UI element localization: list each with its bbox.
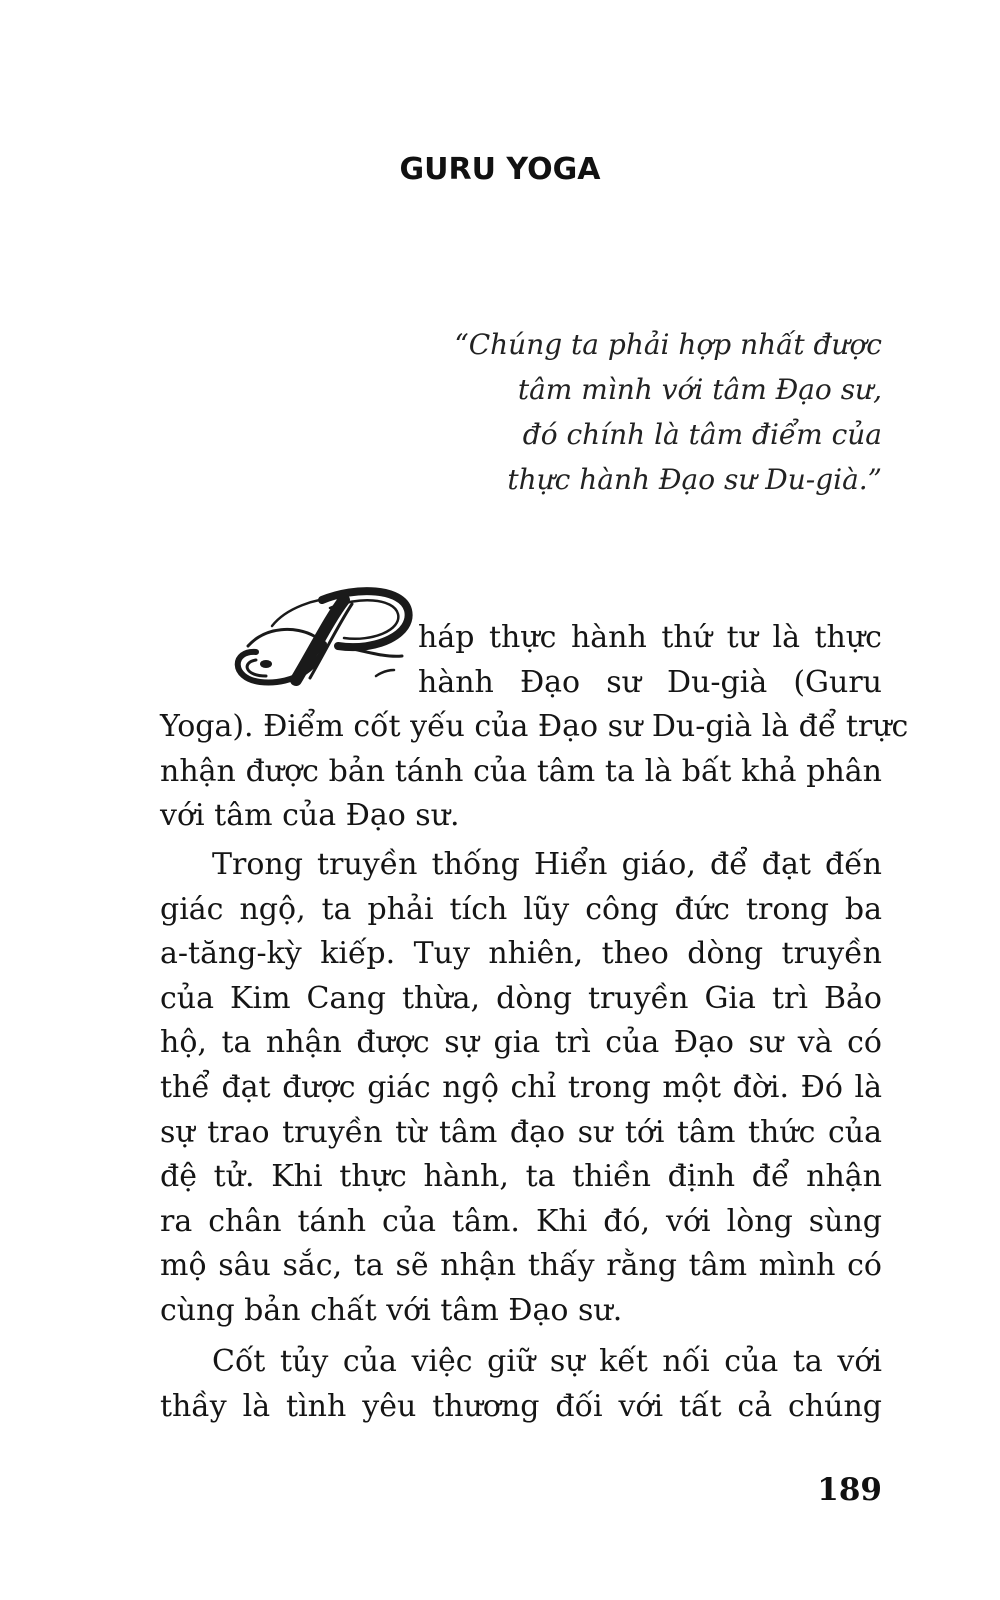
paragraph-line: sự trao truyền từ tâm đạo sư tới tâm thức của — [160, 1114, 882, 1150]
chapter-title: GURU YOGA — [399, 152, 601, 187]
paragraph-3 — [160, 1340, 882, 1429]
paragraph-line: Cốt tủy của việc giữ sự kết nối của ta với — [212, 1344, 882, 1379]
paragraph-line: hộ, ta nhận được sự gia trì của Đạo sư và có — [160, 1025, 882, 1061]
paragraph-line: đệ tử. Khi thực hành, ta thiền định để nhận — [160, 1159, 882, 1195]
paragraph-2 — [160, 843, 882, 1334]
paragraph-line: hành Đạo sư Du-già (Guru — [418, 664, 882, 700]
paragraph-1 — [160, 616, 909, 839]
paragraph-line: giác ngộ, ta phải tích lũy công đức trong ba — [160, 891, 882, 927]
epigraph-quote — [322, 322, 882, 502]
epigraph-line: tâm mình với tâm Đạo sư, — [517, 373, 882, 406]
paragraph-line: ra chân tánh của tâm. Khi đó, với lòng sùng — [160, 1203, 882, 1239]
paragraph-line: thể đạt được giác ngộ chỉ trong một đời. Đó là — [160, 1069, 882, 1105]
paragraph-line: Trong truyền thống Hiển giáo, để đạt đến — [212, 847, 882, 882]
paragraph-line: mộ sâu sắc, ta sẽ nhận thấy rằng tâm mình có — [160, 1248, 882, 1284]
epigraph-line: thực hành Đạo sư Du-già.” — [507, 463, 882, 496]
paragraph-line: thầy là tình yêu thương đối với tất cả chúng — [160, 1388, 882, 1424]
epigraph-line: “Chúng ta phải hợp nhất được — [454, 328, 882, 361]
page-number: 189 — [817, 1472, 882, 1508]
paragraph-line: Yoga). Điểm cốt yếu của Đạo sư Du-già là để trực — [160, 709, 909, 745]
paragraph-line: háp thực hành thứ tư là thực — [418, 620, 882, 655]
paragraph-line: của Kim Cang thừa, dòng truyền Gia trì Bảo — [160, 980, 882, 1016]
paragraph-line: với tâm của Đạo sư. — [160, 798, 460, 834]
paragraph-line: cùng bản chất với tâm Đạo sư. — [160, 1292, 623, 1328]
paragraph-line: nhận được bản tánh của tâm ta là bất khả phân — [160, 753, 882, 789]
paragraph-line: a-tăng-kỳ kiếp. Tuy nhiên, theo dòng truyền — [160, 936, 882, 972]
epigraph-line: đó chính là tâm điểm của — [522, 418, 882, 451]
